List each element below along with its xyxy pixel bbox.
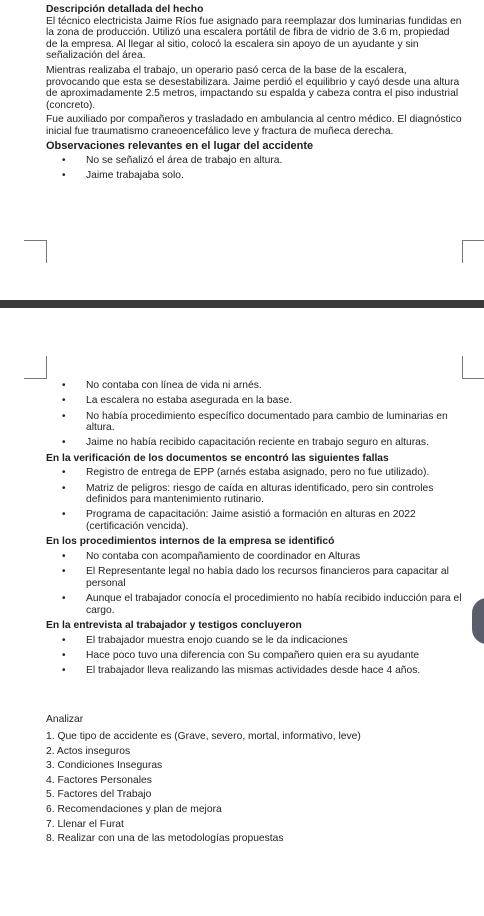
list-item-text: No había procedimiento específico documentado para cambio de luminarias en altura. <box>86 410 448 434</box>
observations-list <box>46 155 462 182</box>
page-separator <box>0 300 484 308</box>
page-2-content <box>46 380 462 848</box>
list-item: 4. Factores Personales <box>46 774 152 786</box>
list-item: • El trabajador lleva realizando las mismas actividades desde hace 4 años. <box>46 665 462 677</box>
page-corner-mark <box>462 240 484 263</box>
list-item: • No contaba con línea de vida ni arnés. <box>46 380 462 392</box>
list-item: 6. Recomendaciones y plan de mejora <box>46 803 222 815</box>
description-paragraph-2: Mientras realizaba el trabajo, un operario pasó cerca de la base de la escalera, provocando que esta se desestabilizara. Jaime perdió el equilibrio y cayó desde una altura de aproximadamente 2.5 metros, impactando su espalda y cabeza contra el piso industrial (concreto). <box>46 64 460 111</box>
verification-heading: En la verificación de los documentos se encontró las siguientes fallas <box>46 452 389 464</box>
observations-heading: Observaciones relevantes en el lugar del accidente <box>46 139 314 152</box>
list-item: • Programa de capacitación: Jaime asistió a formación en alturas en 2022 (certificación vencida). <box>46 509 462 532</box>
analyze-label: Analizar <box>46 714 84 726</box>
list-item: • El Representante legal no había dado los recursos financieros para capacitar al personal <box>46 566 462 589</box>
interview-heading: En la entrevista al trabajador y testigos concluyeron <box>46 619 302 631</box>
list-item: • No se señalizó el área de trabajo en altura. <box>46 155 462 167</box>
list-item: • Jaime no había recibido capacitación reciente en trabajo seguro en alturas. <box>46 437 462 449</box>
list-item: 1. Que tipo de accidente es (Grave, severo, mortal, informativo, leve) <box>46 731 361 742</box>
verification-list <box>46 467 462 532</box>
list-item: 3. Condiciones Inseguras <box>46 760 163 772</box>
list-item: • La escalera no estaba asegurada en la base. <box>46 395 462 407</box>
scroll-handle[interactable] <box>472 598 484 644</box>
page-corner-mark <box>24 356 47 379</box>
description-paragraph-1: El técnico electricista Jaime Ríos fue asignado para reemplazar dos luminarias fundidas en la zona de producción. Utilizó una escalera portátil de fibra de vidrio de 3.6 m, propiedad de la empresa. Al llegar al sitio, colocó la escalera sin apoyo de un ayudante y sin señalización del área. <box>46 15 462 62</box>
page-1-content <box>46 4 462 186</box>
list-item: • El trabajador muestra enojo cuando se le da indicaciones <box>46 635 462 647</box>
interview-list <box>46 635 462 677</box>
procedures-list <box>46 551 462 616</box>
analyze-list <box>46 731 462 845</box>
list-item: • No contaba con acompañamiento de coordinador en Alturas <box>46 551 462 563</box>
list-item: • Aunque el trabajador conocía el procedimiento no había recibido inducción para el cargo. <box>46 593 462 616</box>
list-item: • Registro de entrega de EPP (arnés estaba asignado, pero no fue utilizado). <box>46 467 462 479</box>
observations-list-continued <box>46 380 462 449</box>
list-item: 8. Realizar con una de las metodologías propuestas <box>46 833 284 845</box>
procedures-heading: En los procedimientos internos de la empresa se identificó <box>46 536 335 548</box>
list-item: 2. Actos inseguros <box>46 745 131 757</box>
list-item: • Matriz de peligros: riesgo de caída en alturas identificado, pero sin controles definidos para mantenimiento rutinario. <box>46 483 462 506</box>
page-corner-mark <box>462 356 484 379</box>
description-paragraph-3: Fue auxiliado por compañeros y trasladado en ambulancia al centro médico. El diagnóstico inicial fue traumatismo craneoencefálico leve y fractura de muñeca derecha. <box>46 114 462 137</box>
list-item: 5. Factores del Trabajo <box>46 789 152 801</box>
document-page-1 <box>0 0 484 300</box>
description-heading: Descripción detallada del hecho <box>46 4 204 15</box>
document-page-2 <box>0 308 484 916</box>
list-item: 7. Llenar el Furat <box>46 818 124 830</box>
list-item: • Jaime trabajaba solo. <box>46 170 462 182</box>
page-corner-mark <box>24 240 47 263</box>
list-item: • Hace poco tuvo una diferencia con Su compañero quien era su ayudante <box>46 650 462 662</box>
list-item <box>46 411 462 434</box>
